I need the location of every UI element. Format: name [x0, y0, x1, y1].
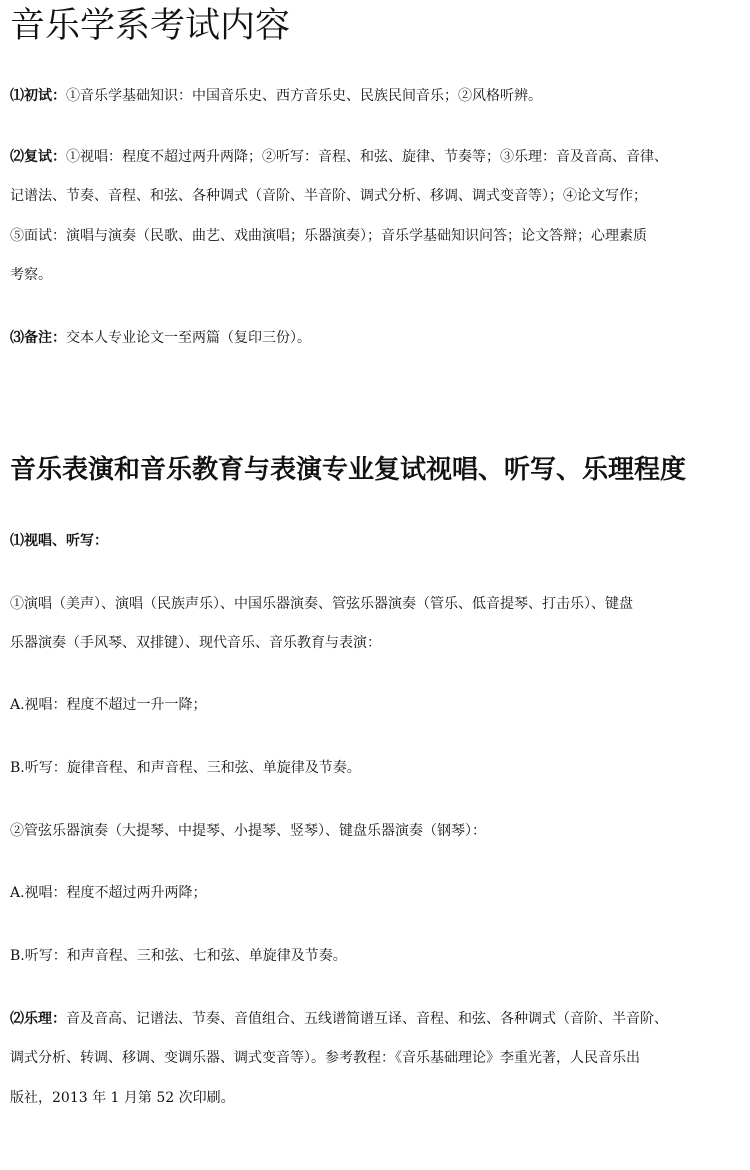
section2-group2-line1: ②管弦乐器演奏（大提琴、中提琴、小提琴、竖琴）、键盘乐器演奏（钢琴）： — [10, 823, 486, 839]
section2-group2-b: B.听写：和声音程、三和弦、七和弦、单旋律及节奏。 — [10, 948, 347, 964]
section2-part2-line1 — [10, 1009, 740, 1029]
section1-item2-text1: ①视唱：程度不超过两升两降；②听写：音程、和弦、旋律、节奏等；③乐理：音及音高、音律、 — [66, 149, 668, 165]
section2-part2-label: ⑵乐理： — [10, 1011, 66, 1027]
section1-item2-line1 — [10, 147, 740, 167]
section2-group1-line2: 乐器演奏（手风琴、双排键）、现代音乐、音乐教育与表演： — [10, 635, 381, 651]
section1-item2-line2: 记谱法、节奏、音程、和弦、各种调式（音阶、半音阶、调式分析、移调、调式变音等）；④论文写作； — [10, 188, 647, 204]
section1-item3-label: ⑶备注： — [10, 330, 66, 346]
section1-title: 音乐学系考试内容 — [10, 6, 291, 46]
section2-title: 音乐表演和音乐教育与表演专业复试视唱、听写、乐理程度 — [10, 455, 687, 485]
section2-part2-line2: 调式分析、转调、移调、变调乐器、调式变音等）。参考教程：《音乐基础理论》李重光著，人民音乐出 — [10, 1050, 640, 1066]
section1-item3 — [10, 328, 740, 348]
section1-item2-label: ⑵复试： — [10, 149, 66, 165]
section2-group1-a: A.视唱：程度不超过一升一降； — [10, 697, 207, 713]
section2-part2-text1: 音及音高、记谱法、节奏、音值组合、五线谱简谱互译、音程、和弦、各种调式（音阶、半音阶、 — [66, 1011, 668, 1027]
section2-group1-line1: ①演唱（美声）、演唱（民族声乐）、中国乐器演奏、管弦乐器演奏（管乐、低音提琴、打击乐）、键盘 — [10, 596, 633, 612]
section2-part1-label-line — [10, 531, 740, 551]
section1-item1-text: ①音乐学基础知识：中国音乐史、西方音乐史、民族民间音乐；②风格听辨。 — [66, 88, 542, 104]
section2-group1-b: B.听写：旋律音程、和声音程、三和弦、单旋律及节奏。 — [10, 760, 361, 776]
section1-item1-label: ⑴初试： — [10, 88, 66, 104]
section2-group2-a: A.视唱：程度不超过两升两降； — [10, 885, 207, 901]
section2-part2-line3: 版社，2013 年 1 月第 52 次印刷。 — [10, 1090, 235, 1106]
section1-item2-line3: ⑤面试：演唱与演奏（民歌、曲艺、戏曲演唱；乐器演奏）；音乐学基础知识问答；论文答辩；心理素质 — [10, 228, 647, 244]
section1-item2-line4: 考察。 — [10, 267, 52, 283]
section1-item3-text: 交本人专业论文一至两篇（复印三份）。 — [66, 330, 311, 346]
section2-part1-label: ⑴视唱、听写： — [10, 533, 108, 549]
section1-item1 — [10, 86, 740, 106]
